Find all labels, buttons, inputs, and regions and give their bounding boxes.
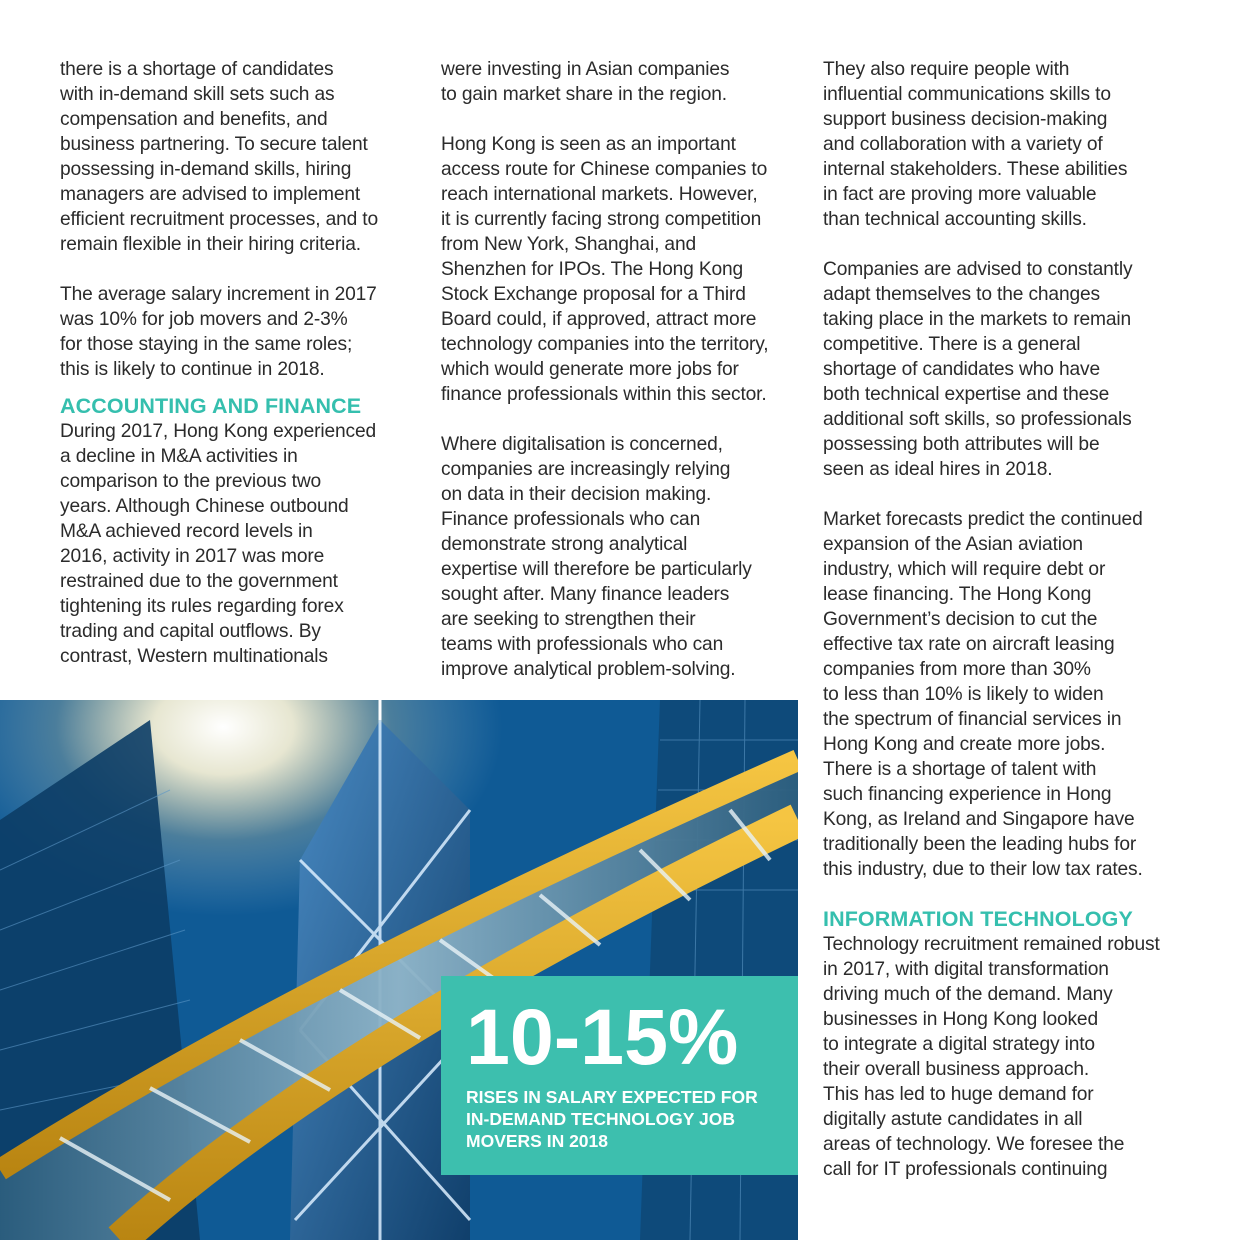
text-line: M&A achieved record levels in xyxy=(60,521,313,542)
text-line: seen as ideal hires in 2018. xyxy=(823,459,1053,480)
paragraph-technology-recruitment xyxy=(823,932,1183,1182)
text-line: support business decision-making xyxy=(823,109,1108,130)
text-line: Government’s decision to cut the xyxy=(823,609,1098,630)
text-line: Technology recruitment remained robust xyxy=(823,934,1160,955)
text-line: Shenzhen for IPOs. The Hong Kong xyxy=(441,259,744,280)
text-line: for those staying in the same roles; xyxy=(60,334,353,355)
text-line: were investing in Asian companies xyxy=(441,59,730,80)
paragraph-salary-increment xyxy=(60,282,405,382)
text-line: efficient recruitment processes, and to xyxy=(60,209,379,230)
callout-caption: RISES IN SALARY EXPECTED FOR IN-DEMAND TECHNOLOGY JOB MOVERS IN 2018 xyxy=(466,1087,758,1151)
text-line: to integrate a digital strategy into xyxy=(823,1034,1095,1055)
text-line: years. Although Chinese outbound xyxy=(60,496,349,517)
text-line: industry, which will require debt or xyxy=(823,559,1106,580)
text-column-middle xyxy=(441,57,801,682)
text-line: with in-demand skill sets such as xyxy=(60,84,335,105)
text-line: Companies are advised to constantly xyxy=(823,259,1133,280)
text-line: Stock Exchange proposal for a Third xyxy=(441,284,746,305)
text-line: Kong, as Ireland and Singapore have xyxy=(823,809,1135,830)
text-line: businesses in Hong Kong looked xyxy=(823,1009,1098,1030)
callout-percentage: 10-15% xyxy=(466,992,739,1081)
text-line: restrained due to the government xyxy=(60,571,338,592)
text-line: tightening its rules regarding forex xyxy=(60,596,344,617)
section-heading-accounting-finance: ACCOUNTING AND FINANCE xyxy=(60,394,362,418)
text-line: improve analytical problem-solving. xyxy=(441,659,736,680)
text-line: in 2017, with digital transformation xyxy=(823,959,1109,980)
text-line: are seeking to strengthen their xyxy=(441,609,696,630)
text-line: access route for Chinese companies to xyxy=(441,159,768,180)
text-line: than technical accounting skills. xyxy=(823,209,1087,230)
text-line: managers are advised to implement xyxy=(60,184,361,205)
paragraph-talent-shortage xyxy=(60,57,405,257)
text-column-right xyxy=(823,57,1183,1182)
text-line: companies are increasingly relying xyxy=(441,459,731,480)
text-line: traditionally been the leading hubs for xyxy=(823,834,1137,855)
text-line: reach international markets. However, xyxy=(441,184,758,205)
text-line: There is a shortage of talent with xyxy=(823,759,1097,780)
text-line: taking place in the markets to remain xyxy=(823,309,1131,330)
paragraph-communication-skills xyxy=(823,57,1183,232)
text-column-left xyxy=(60,57,405,669)
text-line: driving much of the demand. Many xyxy=(823,984,1113,1005)
text-line: to less than 10% is likely to widen xyxy=(823,684,1104,705)
text-line: technology companies into the territory, xyxy=(441,334,769,355)
text-line: expansion of the Asian aviation xyxy=(823,534,1083,555)
text-line: their overall business approach. xyxy=(823,1059,1090,1080)
text-line: They also require people with xyxy=(823,59,1070,80)
text-line: Hong Kong and create more jobs. xyxy=(823,734,1106,755)
text-line: the spectrum of financial services in xyxy=(823,709,1122,730)
text-line: compensation and benefits, and xyxy=(60,109,328,130)
text-line: to gain market share in the region. xyxy=(441,84,727,105)
text-line: competitive. There is a general xyxy=(823,334,1081,355)
text-line: During 2017, Hong Kong experienced xyxy=(60,421,376,442)
text-line: sought after. Many finance leaders xyxy=(441,584,730,605)
text-line: influential communications skills to xyxy=(823,84,1111,105)
paragraph-adapt-markets xyxy=(823,257,1183,482)
text-line: trading and capital outflows. By xyxy=(60,621,321,642)
text-line: digitally astute candidates in all xyxy=(823,1109,1083,1130)
text-line: companies from more than 30% xyxy=(823,659,1091,680)
paragraph-aviation-financing xyxy=(823,507,1183,882)
text-line: comparison to the previous two xyxy=(60,471,322,492)
section-heading-information-technology: INFORMATION TECHNOLOGY xyxy=(823,907,1133,931)
text-line: lease financing. The Hong Kong xyxy=(823,584,1092,605)
text-line: internal stakeholders. These abilities xyxy=(823,159,1128,180)
text-line: such financing experience in Hong xyxy=(823,784,1112,805)
text-line: and collaboration with a variety of xyxy=(823,134,1103,155)
text-line: Hong Kong is seen as an important xyxy=(441,134,736,155)
text-line: possessing in-demand skills, hiring xyxy=(60,159,352,180)
text-line: business partnering. To secure talent xyxy=(60,134,368,155)
text-line: areas of technology. We foresee the xyxy=(823,1134,1125,1155)
text-line: teams with professionals who can xyxy=(441,634,724,655)
text-line: contrast, Western multinationals xyxy=(60,646,328,667)
text-line: this is likely to continue in 2018. xyxy=(60,359,325,380)
text-line: Market forecasts predict the continued xyxy=(823,509,1143,530)
text-line: possessing both attributes will be xyxy=(823,434,1100,455)
text-line: remain flexible in their hiring criteria. xyxy=(60,234,361,255)
text-line: it is currently facing strong competition xyxy=(441,209,762,230)
text-line: from New York, Shanghai, and xyxy=(441,234,696,255)
text-line: effective tax rate on aircraft leasing xyxy=(823,634,1115,655)
text-line: finance professionals within this sector. xyxy=(441,384,767,405)
text-line: on data in their decision making. xyxy=(441,484,712,505)
text-line: both technical expertise and these xyxy=(823,384,1110,405)
text-line: Board could, if approved, attract more xyxy=(441,309,757,330)
paragraph-asian-investment xyxy=(441,57,801,107)
text-line: was 10% for job movers and 2-3% xyxy=(60,309,348,330)
text-line: adapt themselves to the changes xyxy=(823,284,1100,305)
text-line: Finance professionals who can xyxy=(441,509,701,530)
paragraph-digitalisation xyxy=(441,432,801,682)
text-line: The average salary increment in 2017 xyxy=(60,284,377,305)
paragraph-hong-kong-ipo xyxy=(441,132,801,407)
text-line: a decline in M&A activities in xyxy=(60,446,298,467)
paragraph-ma-activities xyxy=(60,419,405,669)
text-line: there is a shortage of candidates xyxy=(60,59,334,80)
salary-callout-box xyxy=(441,976,798,1175)
text-line: demonstrate strong analytical xyxy=(441,534,688,555)
text-line: in fact are proving more valuable xyxy=(823,184,1097,205)
text-line: expertise will therefore be particularly xyxy=(441,559,752,580)
text-line: shortage of candidates who have xyxy=(823,359,1100,380)
text-line: Where digitalisation is concerned, xyxy=(441,434,723,455)
text-line: additional soft skills, so professionals xyxy=(823,409,1132,430)
text-line: 2016, activity in 2017 was more xyxy=(60,546,325,567)
text-line: call for IT professionals continuing xyxy=(823,1159,1108,1180)
text-line: which would generate more jobs for xyxy=(441,359,739,380)
text-line: This has led to huge demand for xyxy=(823,1084,1094,1105)
text-line: this industry, due to their low tax rates. xyxy=(823,859,1143,880)
